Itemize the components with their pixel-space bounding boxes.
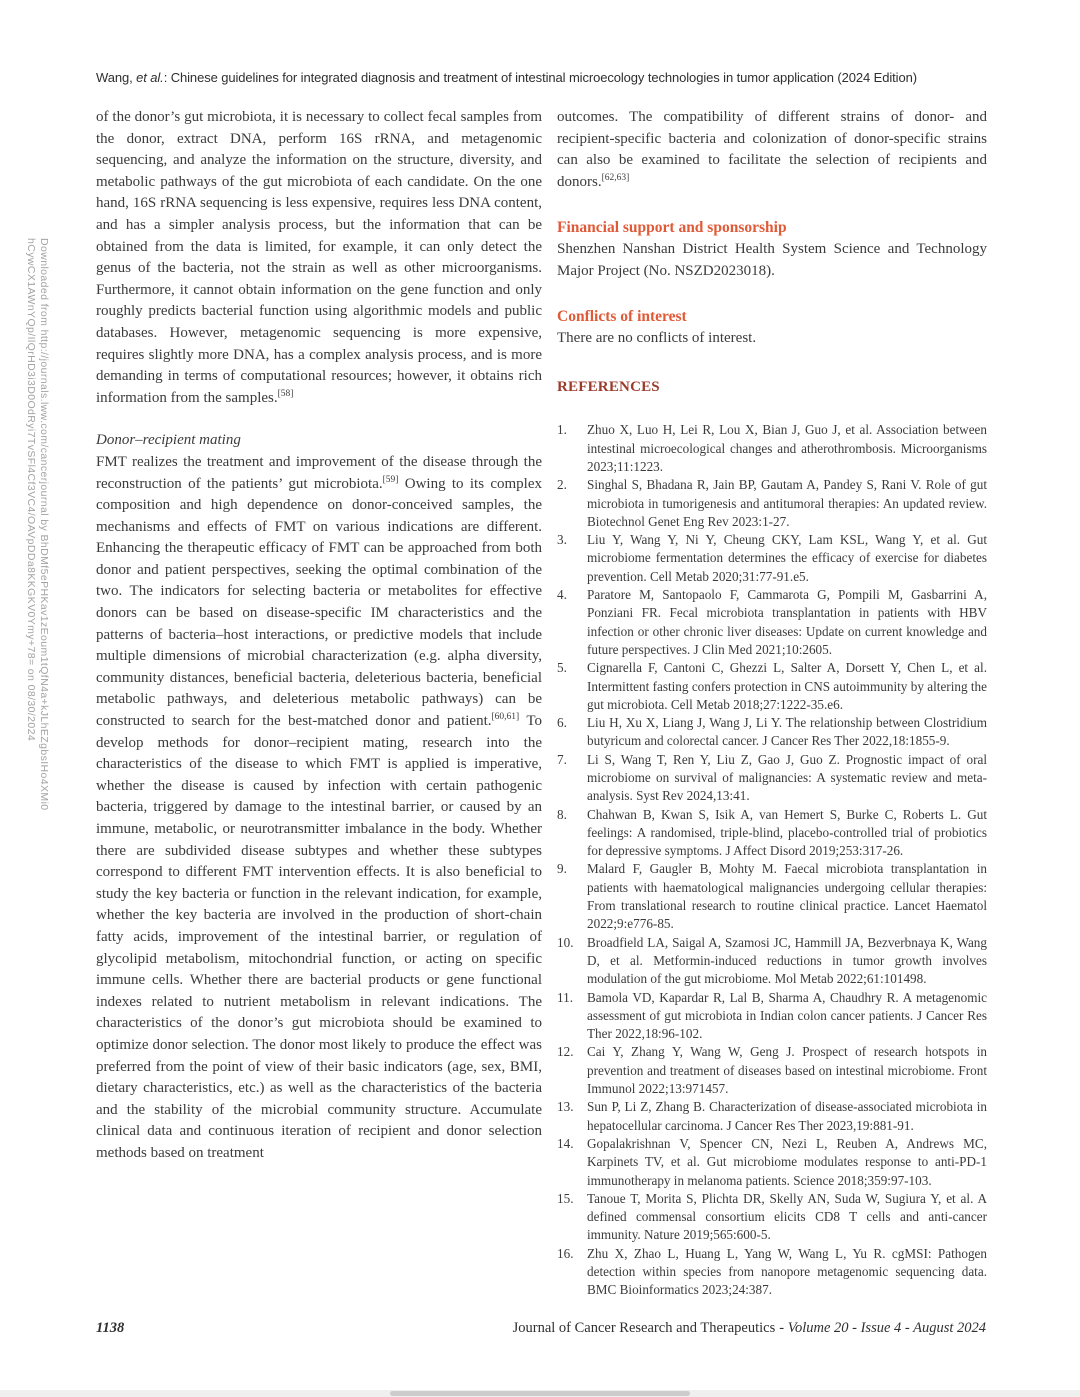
reference-number: 6. (557, 715, 567, 731)
reference-text: Liu H, Xu X, Liang J, Wang J, Li Y. The relationship between Clostridium butyricum and colorectal cancer. J Cancer Res Ther 2022,18:1855-9. (587, 715, 987, 749)
reference-item (557, 806, 987, 861)
reference-text: Tanoue T, Morita S, Plichta DR, Skelly AN, Suda W, Sugiura Y, et al. A defined commensal consortium elicits CD8 T cells and anti-cancer immunity. Nature 2019;565:600-5. (587, 1190, 987, 1243)
reference-number: 7. (557, 751, 567, 767)
reference-text: Broadfield LA, Saigal A, Szamosi JC, Hammill JA, Bezverbnaya K, Wang D, et al. Metformin-induced reductions in tumor growth involves modulation of the gut microbiome. Mol Metab 2022;61:101498. (587, 934, 987, 987)
reference-item (557, 714, 987, 751)
left-column (96, 107, 542, 1165)
reference-number: 10. (557, 934, 574, 950)
section-heading-conflicts-of-interest: Conflicts of interest (557, 308, 687, 326)
footer-issue-info: - Volume 20 - Issue 4 - August 2024 (779, 1320, 986, 1336)
reference-item (557, 989, 987, 1044)
reference-item (557, 1190, 987, 1245)
reference-item (557, 751, 987, 806)
reference-text: Bamola VD, Kapardar R, Lal B, Sharma A, Chaudhry R. A metagenomic assessment of gut microbiota in Indian colon cancer patients. J Cancer Res Ther 2022,18:96-102. (587, 989, 987, 1042)
running-header-etal: et al. (136, 70, 164, 85)
reference-item (557, 1135, 987, 1190)
reference-text: Cai Y, Zhang Y, Wang W, Geng J. Prospect of research hotspots in prevention and treatment of diseases based on intestinal microbiome. Front Immunol 2022;13:971457. (587, 1044, 987, 1097)
reference-text: Gopalakrishnan V, Spencer CN, Nezi L, Reuben A, Andrews MC, Karpinets TV, et al. Gut microbiome modulates response to anti-PD-1 immunotherapy in melanoma patients. Science 2018;359:97-103. (587, 1135, 987, 1188)
watermark-line-1: Downloaded from http://journals.lww.com/cancerjournal by BhDMf5ePHKav1zEoum1tQfN4a+kJLhEZgbsIHo4XMi0 (38, 238, 50, 811)
references-heading: REFERENCES (557, 379, 660, 396)
reference-item (557, 1245, 987, 1300)
page-footer (96, 1320, 986, 1337)
reference-item (557, 1098, 987, 1135)
subsection-heading-donor-recipient-mating: Donor–recipient mating (96, 432, 241, 449)
reference-text: Malard F, Gaugler B, Mohty M. Faecal microbiota transplantation in patients with haematological malignancies undergoing cellular therapies: From translational research to routine clinical practice. Lancet Haematol 2022;9:e776-85. (587, 861, 987, 932)
running-header-title: : Chinese guidelines for integrated diagnosis and treatment of intestinal microecology technologies in tumor application (2024 Edition) (163, 70, 917, 85)
running-header (96, 70, 986, 85)
reference-item (557, 934, 987, 989)
reference-number: 4. (557, 587, 567, 603)
viewer-bottom-strip (0, 1390, 1080, 1397)
reference-item (557, 1043, 987, 1098)
reference-number: 11. (557, 989, 573, 1005)
reference-number: 12. (557, 1044, 574, 1060)
reference-number: 1. (557, 422, 567, 438)
reference-text: Li S, Wang T, Ren Y, Liu Z, Gao J, Guo Z. Prognostic impact of oral microbiome on survival of malignancies: A systematic review and meta-analysis. Syst Rev 2024,13:41. (587, 751, 987, 804)
right-column (557, 107, 987, 1300)
reference-text: Cignarella F, Cantoni C, Ghezzi L, Salter A, Dorsett Y, Chen L, et al. Intermittent fasting confers protection in CNS autoimmunity by altering the gut microbiota. Cell Metab 2018;27:1222-35.e6. (587, 660, 987, 712)
reference-number: 9. (557, 861, 567, 877)
body-paragraph: of the donor’s gut microbiota, it is necessary to collect fecal samples from the donor, extract DNA, perform 16S rRNA, and metagenomic sequencing, and analyze the information on the structure, diversity, and metabolic pathways of the gut microbiota of each candidate. On the one hand, 16S rRNA sequencing is less expensive, requires less DNA content, and has a simpler analysis process, but the information that can be obtained from the data is limited, for example, it can only detect the genus of the bacteria, not the strain as well as other microorganisms. Furthermore, it cannot obtain information on the gene function and only roughly predicts bacterial function using algorithmic models and public databases. However, metagenomic sequencing is more expensive, requires slightly more DNA, has a complex analysis process, and is more demanding in terms of computational resources; however, it obtains rich information from the samples.[58] (96, 109, 542, 406)
reference-text: Zhu X, Zhao L, Huang L, Yang W, Wang L, Yu R. cgMSI: Pathogen detection within species from nanopore metagenomic sequencing data. BMC Bioinformatics 2023;24:387. (587, 1245, 987, 1298)
footer-journal-title: Journal of Cancer Research and Therapeutics (512, 1320, 776, 1336)
reference-number: 16. (557, 1245, 574, 1261)
reference-text: Sun P, Li Z, Zhang B. Characterization of disease-associated microbiota in hepatocellular carcinoma. J Cancer Res Ther 2023,19:881-91. (587, 1099, 987, 1133)
reference-item (557, 586, 987, 659)
running-header-author: Wang, (96, 70, 137, 85)
section-heading-financial-support: Financial support and sponsorship (557, 219, 787, 237)
reference-text: Liu Y, Wang Y, Ni Y, Cheung CKY, Lam KSL, Wang Y, et al. Gut microbiome fermentation determines the efficacy of exercise for diabetes prevention. Cell Metab 2020;31:77-91.e5. (587, 532, 987, 584)
financial-support-text: Shenzhen Nanshan District Health System Science and Technology Major Project (No. NSZD2023018). (557, 240, 987, 279)
reference-item (557, 860, 987, 933)
reference-number: 3. (557, 532, 567, 548)
reference-item (557, 421, 987, 476)
reference-list (557, 421, 987, 1299)
reference-number: 14. (557, 1135, 574, 1151)
reference-item (557, 476, 987, 531)
footer-page-number: 1138 (96, 1320, 125, 1336)
conflicts-of-interest-text: There are no conflicts of interest. (557, 329, 757, 346)
body-paragraph: outcomes. The compatibility of different strains of donor- and recipient-specific bacteria and colonization of donor-specific strains can also be examined to facilitate the selection of recipients and donors.[62,63] (557, 109, 987, 190)
download-watermark (24, 238, 50, 918)
reference-number: 2. (557, 477, 567, 493)
horizontal-scrollbar-thumb[interactable] (390, 1391, 690, 1396)
reference-text: Singhal S, Bhadana R, Jain BP, Gautam A, Pandey S, Rani V. Role of gut microbiota in tumorigenesis and antitumoral therapies: An updated review. Biotechnol Genet Eng Rev 2023:1-27. (587, 477, 987, 529)
reference-text: Chahwan B, Kwan S, Isik A, van Hemert S, Burke C, Roberts L. Gut feelings: A randomised, triple-blind, placebo-controlled trial of probiotics for depressive symptoms. J Affect Disord 2019;253:317-26. (587, 806, 987, 859)
reference-text: Paratore M, Santopaolo F, Cammarota G, Pompili M, Gasbarrini A, Ponziani FR. Fecal microbiota transplantation in patients with HBV infection or other chronic liver diseases: Update on current knowledge and future perspectives. J Clin Med 2021;10:2605. (587, 587, 987, 657)
footer-journal-line (513, 1320, 986, 1337)
reference-item (557, 531, 987, 586)
reference-number: 15. (557, 1190, 574, 1206)
reference-item (557, 659, 987, 714)
watermark-line-2: hCywCX1AWnYQp/IlQrHD3i3D0OdRyi7TvSFl4Cf3VC4/OAVpDDa8KKGKV0Ymy+78= on 08/30/2024 (25, 238, 37, 742)
body-paragraph: FMT realizes the treatment and improvement of the disease through the reconstruction of the patients’ gut microbiota.[59] Owing to its complex composition and high dependence on donor-conceived samples, the mechanisms and effects of FMT on various indications are different. Enhancing the therapeutic efficacy of FMT can be approached from both donor and patient perspectives, seeking the optimal combination of the two. The indicators for selecting bacteria or metabolites for effective donors can be based on disease-specific IM characteristics and the patterns of bacteria–host interactions, or predictive models that include multiple dimensions of microbial characterization (e.g. alpha diversity, community distances, beneficial bacteria, deleterious bacteria, beneficial metabolic pathways, and deleterious metabolic pathways) can be constructed to search for the best-matched donor and patient.[60,61] To develop methods for donor–recipient mating, research into the characteristics of the disease to which FMT is applied is imperative, whether the disease is caused by infection with certain pathogenic bacteria, triggered by damage to the intestinal barrier, or caused by an immune, metabolic, or neurotransmitter imbalance in the body. Whether there are subdivided disease subtypes and whether these subtypes correspond to different FMT intervention effects. It is also beneficial to study the key bacteria or function in the relevant indication, for example, whether the key bacteria are involved in the production of short-chain fatty acids, improvement of the intestinal barrier, or regulation of glycolipid metabolism, mitochondrial function, or acting on specific immune cells. Whether there are bacterial products or gene functional indexes related to nutrient metabolism in relevant indications. The characteristics of the donor’s gut microbiota should be examined to optimize donor selection. The donor most likely to produce the effect was preferred from the point of view of their basic indicators (age, sex, BMI, dietary characteristics, etc.) as well as the characteristics of the bacteria and the stability of the microbial community structure. Accumulate clinical data and continuous iteration of recipient and donor selection methods based on treatment (96, 453, 542, 1161)
reference-number: 13. (557, 1099, 574, 1115)
reference-number: 8. (557, 806, 567, 822)
reference-number: 5. (557, 660, 567, 676)
reference-text: Zhuo X, Luo H, Lei R, Lou X, Bian J, Guo J, et al. Association between intestinal microecological changes and atherothrombosis. Microorganisms 2023;11:1223. (587, 422, 987, 474)
